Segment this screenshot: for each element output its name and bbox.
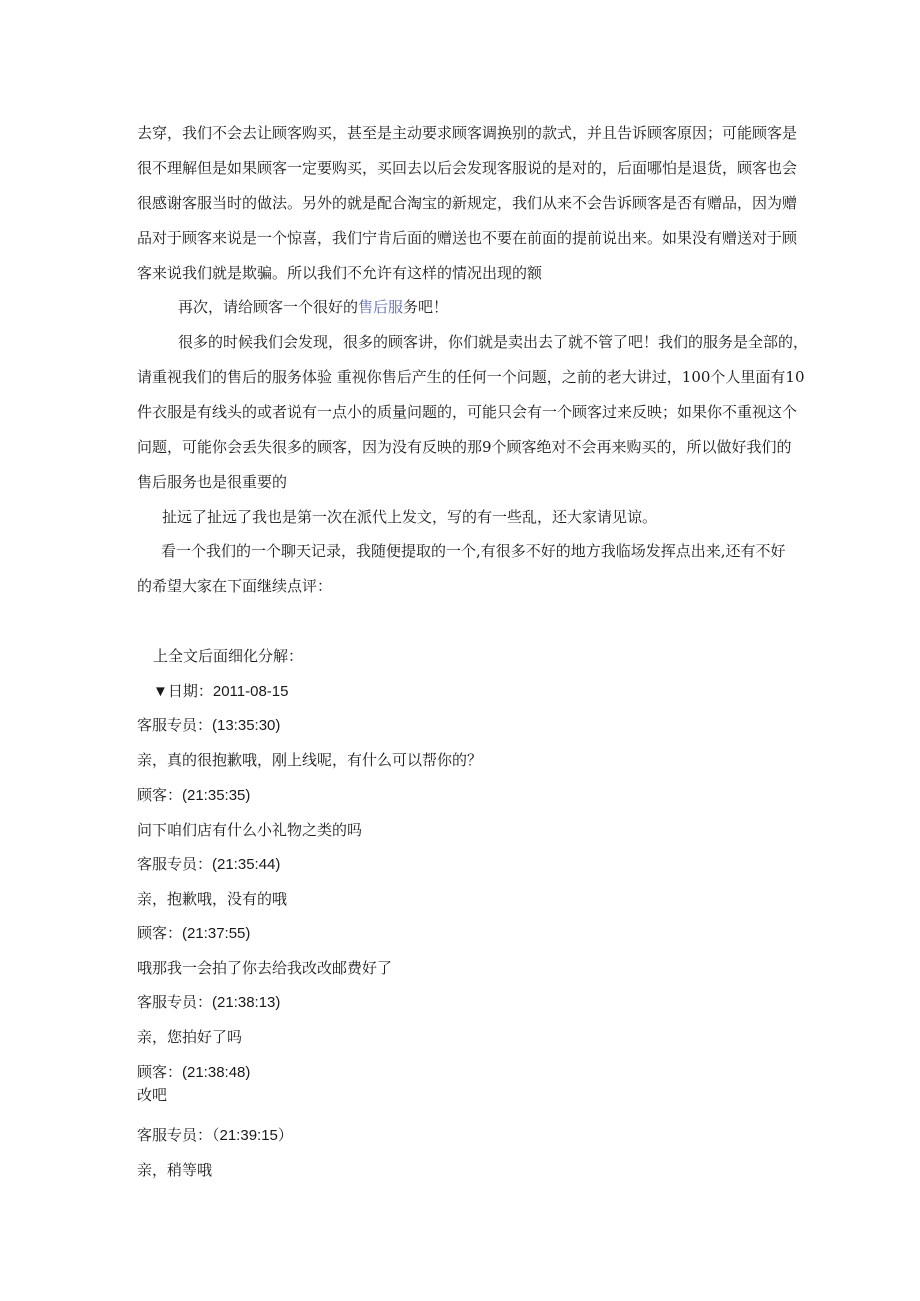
chat-speaker: 顾客：(21:35:35) bbox=[137, 787, 251, 804]
paragraph-2 bbox=[178, 296, 448, 317]
text-line: 的希望大家在下面继续点评： bbox=[137, 577, 333, 595]
text-line: 客来说我们就是欺骗。所以我们不允许有这样的情况出现的额 bbox=[137, 264, 543, 282]
text-line: 请重视我们的售后的服务体验 重视你售后产生的任何一个问题，之前的老大讲过，100个人里面有10 bbox=[137, 368, 805, 386]
chat-message: 哦那我一会拍了你去给我改改邮费好了 bbox=[137, 959, 393, 977]
chat-speaker: 顾客：(21:37:55) bbox=[137, 925, 251, 942]
text-segment: 再次，请给顾客一个很好的 bbox=[178, 298, 359, 316]
text-line: 件衣服是有线头的或者说有一点小的质量问题的，可能只会有一个顾客过来反映；如果你不重视这个 bbox=[137, 403, 798, 421]
intro-line: 上全文后面细化分解： bbox=[153, 647, 304, 665]
date-line: ▼日期：2011-08-15 bbox=[153, 683, 289, 700]
chat-speaker: 客服专员：(21:35:44) bbox=[137, 856, 281, 873]
chat-speaker: 顾客：(21:38:48) bbox=[137, 1064, 251, 1081]
text-line: 很不理解但是如果顾客一定要购买，买回去以后会发现客服说的是对的，后面哪怕是退货，顾客也会 bbox=[137, 159, 798, 177]
chat-message: 问下咱们店有什么小礼物之类的吗 bbox=[137, 821, 363, 839]
text-segment: 务吧！ bbox=[403, 298, 449, 316]
text-line: 去穿，我们不会去让顾客购买，甚至是主动要求顾客调换别的款式，并且告诉顾客原因；可能顾客是 bbox=[137, 124, 798, 142]
paragraph-4: 扯远了扯远了我也是第一次在派代上发文，写的有一些乱，还大家请见谅。 bbox=[162, 508, 658, 526]
chat-message: 亲，稍等哦 bbox=[137, 1161, 213, 1179]
paragraph-5 bbox=[137, 534, 787, 604]
text-line: 很多的时候我们会发现，很多的顾客讲，你们就是卖出去了就不管了吧！我们的服务是全部的， bbox=[178, 333, 809, 351]
text-line: 品对于顾客来说是一个惊喜，我们宁肯后面的赠送也不要在前面的提前说出来。如果没有赠送对于顾 bbox=[137, 229, 798, 247]
text-line: 售后服务也是很重要的 bbox=[137, 473, 288, 491]
chat-message: 亲，真的很抱歉哦，刚上线呢，有什么可以帮你的？ bbox=[137, 751, 483, 769]
text-line: 问题，可能你会丢失很多的顾客，因为没有反映的那9个顾客绝对不会再来购买的，所以做好我们的 bbox=[137, 438, 792, 456]
paragraph-1 bbox=[137, 116, 798, 291]
chat-speaker: 客服专员：(13:35:30) bbox=[137, 717, 281, 734]
after-sales-link[interactable]: 售后服 bbox=[358, 298, 404, 316]
text-line: 看一个我们的一个聊天记录，我随便提取的一个,有很多不好的地方我临场发挥点出来,还有不好 bbox=[161, 542, 786, 560]
chat-message: 改吧 bbox=[137, 1086, 168, 1104]
chat-speaker: 客服专员：（21:39:15） bbox=[137, 1127, 293, 1144]
chat-speaker: 客服专员：(21:38:13) bbox=[137, 994, 281, 1011]
paragraph-3 bbox=[137, 325, 809, 500]
chat-message: 亲，您拍好了吗 bbox=[137, 1028, 243, 1046]
chat-message: 亲，抱歉哦，没有的哦 bbox=[137, 890, 288, 908]
text-line: 很感谢客服当时的做法。另外的就是配合淘宝的新规定，我们从来不会告诉顾客是否有赠品，因为赠 bbox=[137, 194, 798, 212]
